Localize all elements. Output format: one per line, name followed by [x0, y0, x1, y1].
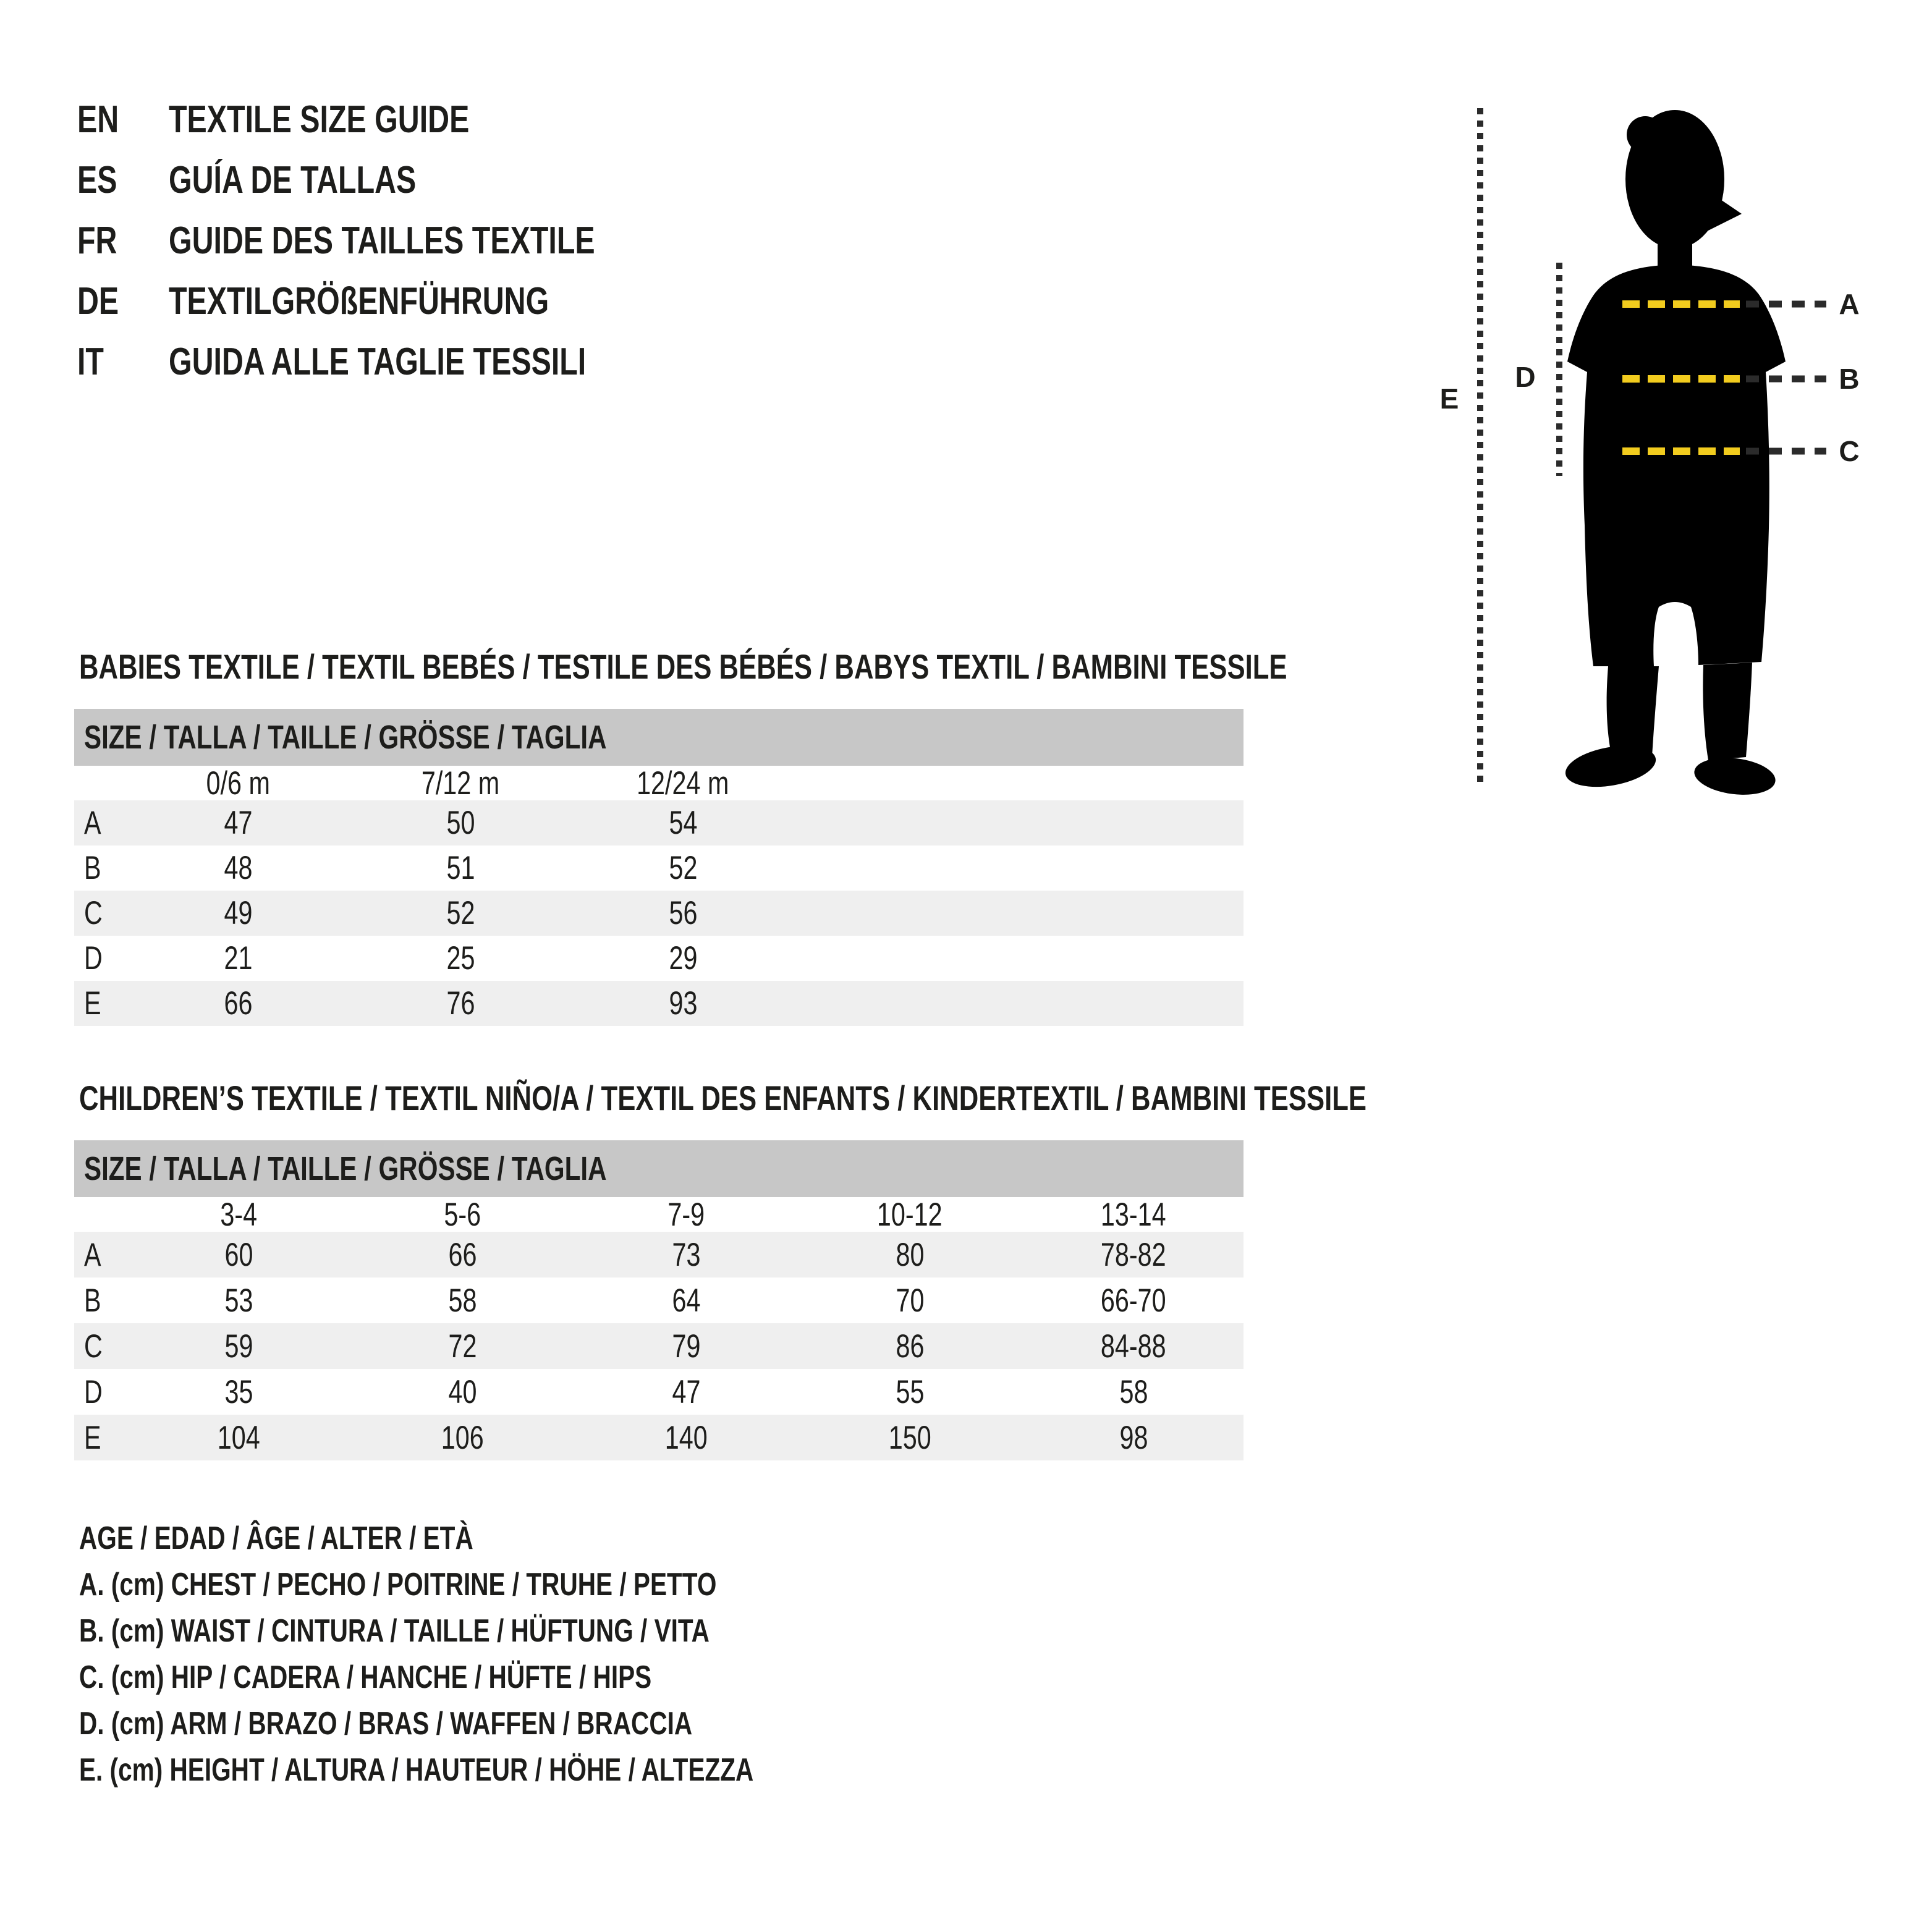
cell-value: 98 — [1119, 1419, 1148, 1456]
cell-value: 51 — [446, 850, 475, 886]
column-header: 10-12 — [877, 1196, 943, 1233]
language-row — [77, 271, 715, 331]
table-row — [74, 1415, 1244, 1460]
measure-label-height: E — [1439, 383, 1459, 415]
measure-label-waist: B — [1839, 363, 1860, 395]
table-row — [74, 891, 1244, 936]
legend-item-hip: C. (cm) HIP / CADERA / HANCHE / HÜFTE / HIPS — [79, 1659, 652, 1695]
cell-value: 79 — [672, 1328, 700, 1365]
table-row — [74, 1232, 1244, 1277]
cell-value: 52 — [669, 850, 697, 886]
row-label: E — [84, 1419, 101, 1456]
table-row — [74, 800, 1244, 845]
language-list — [77, 89, 715, 392]
language-row — [77, 210, 715, 271]
children-section-title: CHILDREN’S TEXTILE / TEXTIL NIÑO/A / TEXTIL DES ENFANTS / KINDERTEXTIL / BAMBINI TESSILE — [79, 1078, 1367, 1117]
cell-value: 47 — [224, 805, 252, 841]
cell-value: 66 — [224, 985, 252, 1022]
language-row — [77, 331, 715, 392]
table-row — [74, 1277, 1244, 1323]
children-size-header: SIZE / TALLA / TAILLE / GRÖSSE / TAGLIA — [74, 1140, 1244, 1197]
legend-item-arm: D. (cm) ARM / BRAZO / BRAS / WAFFEN / BRACCIA — [79, 1705, 693, 1742]
cell-value: 52 — [446, 895, 475, 931]
cell-value: 60 — [224, 1236, 253, 1273]
table-row — [74, 1369, 1244, 1415]
column-header: 3-4 — [220, 1196, 257, 1233]
language-row — [77, 150, 715, 210]
language-code: IT — [77, 340, 104, 383]
cell-value: 53 — [224, 1282, 253, 1319]
column-header: 7-9 — [667, 1196, 705, 1233]
column-header: 7/12 m — [421, 765, 500, 802]
row-label: C — [84, 1328, 103, 1365]
cell-value: 49 — [224, 895, 252, 931]
legend-item-waist: B. (cm) WAIST / CINTURA / TAILLE / HÜFTUNG / VITA — [79, 1612, 710, 1649]
table-row — [74, 1323, 1244, 1369]
table-row — [74, 845, 1244, 891]
row-label: D — [84, 940, 103, 977]
measure-label-arm: D — [1515, 361, 1536, 393]
row-label: A — [84, 805, 101, 841]
language-title: TEXTILE SIZE GUIDE — [169, 98, 470, 141]
cell-value: 56 — [669, 895, 697, 931]
legend-item-age: AGE / EDAD / ÂGE / ALTER / ETÀ — [79, 1520, 473, 1556]
cell-value: 59 — [224, 1328, 253, 1365]
babies-column-header-row — [74, 766, 1244, 800]
cell-value: 80 — [896, 1236, 924, 1273]
cell-value: 84-88 — [1101, 1328, 1166, 1365]
cell-value: 48 — [224, 850, 252, 886]
babies-section-title: BABIES TEXTILE / TEXTIL BEBÉS / TESTILE DES BÉBÉS / BABYS TEXTIL / BAMBINI TESSILE — [79, 647, 1287, 686]
measure-label-hip: C — [1839, 435, 1860, 467]
table-row — [74, 981, 1244, 1026]
measurement-legend — [79, 1515, 944, 1793]
cell-value: 54 — [669, 805, 697, 841]
legend-item-height: E. (cm) HEIGHT / ALTURA / HAUTEUR / HÖHE / ALTEZZA — [79, 1752, 754, 1788]
language-title: TEXTILGRÖßENFÜHRUNG — [169, 279, 549, 323]
language-title: GUIDA ALLE TAGLIE TESSILI — [169, 340, 587, 383]
language-code: FR — [77, 219, 117, 262]
cell-value: 50 — [446, 805, 475, 841]
cell-value: 93 — [669, 985, 697, 1022]
language-code: DE — [77, 279, 119, 323]
cell-value: 72 — [448, 1328, 477, 1365]
cell-value: 55 — [896, 1373, 924, 1410]
cell-value: 150 — [888, 1419, 931, 1456]
cell-value: 35 — [224, 1373, 253, 1410]
column-header: 0/6 m — [206, 765, 270, 802]
cell-value: 66-70 — [1101, 1282, 1166, 1319]
cell-value: 25 — [446, 940, 475, 977]
row-label: A — [84, 1236, 101, 1273]
language-title: GUÍA DE TALLAS — [169, 158, 417, 201]
cell-value: 47 — [672, 1373, 700, 1410]
babies-size-header: SIZE / TALLA / TAILLE / GRÖSSE / TAGLIA — [74, 709, 1244, 766]
measure-label-chest: A — [1839, 288, 1860, 320]
table-row — [74, 936, 1244, 981]
column-header: 13-14 — [1101, 1196, 1166, 1233]
cell-value: 40 — [448, 1373, 477, 1410]
cell-value: 29 — [669, 940, 697, 977]
language-code: ES — [77, 158, 117, 201]
cell-value: 86 — [896, 1328, 924, 1365]
row-label: E — [84, 985, 101, 1022]
cell-value: 73 — [672, 1236, 700, 1273]
legend-item-chest: A. (cm) CHEST / PECHO / POITRINE / TRUHE / PETTO — [79, 1566, 717, 1603]
cell-value: 58 — [448, 1282, 477, 1319]
cell-value: 106 — [441, 1419, 484, 1456]
row-label: D — [84, 1373, 103, 1410]
row-label: C — [84, 895, 103, 931]
cell-value: 58 — [1119, 1373, 1148, 1410]
cell-value: 66 — [448, 1236, 477, 1273]
language-row — [77, 89, 715, 150]
column-header: 12/24 m — [637, 765, 729, 802]
measurement-figure — [1428, 80, 1932, 797]
cell-value: 64 — [672, 1282, 700, 1319]
babies-size-table — [74, 709, 1244, 1026]
column-header: 5-6 — [444, 1196, 481, 1233]
language-title: GUIDE DES TAILLES TEXTILE — [169, 219, 595, 262]
measurement-figure-svg — [1428, 80, 1932, 797]
row-label: B — [84, 850, 101, 886]
row-label: B — [84, 1282, 101, 1319]
cell-value: 70 — [896, 1282, 924, 1319]
cell-value: 21 — [224, 940, 252, 977]
cell-value: 78-82 — [1101, 1236, 1166, 1273]
cell-value: 104 — [217, 1419, 260, 1456]
children-column-header-row — [74, 1197, 1244, 1232]
children-size-table — [74, 1140, 1244, 1460]
language-code: EN — [77, 98, 119, 141]
cell-value: 76 — [446, 985, 475, 1022]
cell-value: 140 — [664, 1419, 708, 1456]
